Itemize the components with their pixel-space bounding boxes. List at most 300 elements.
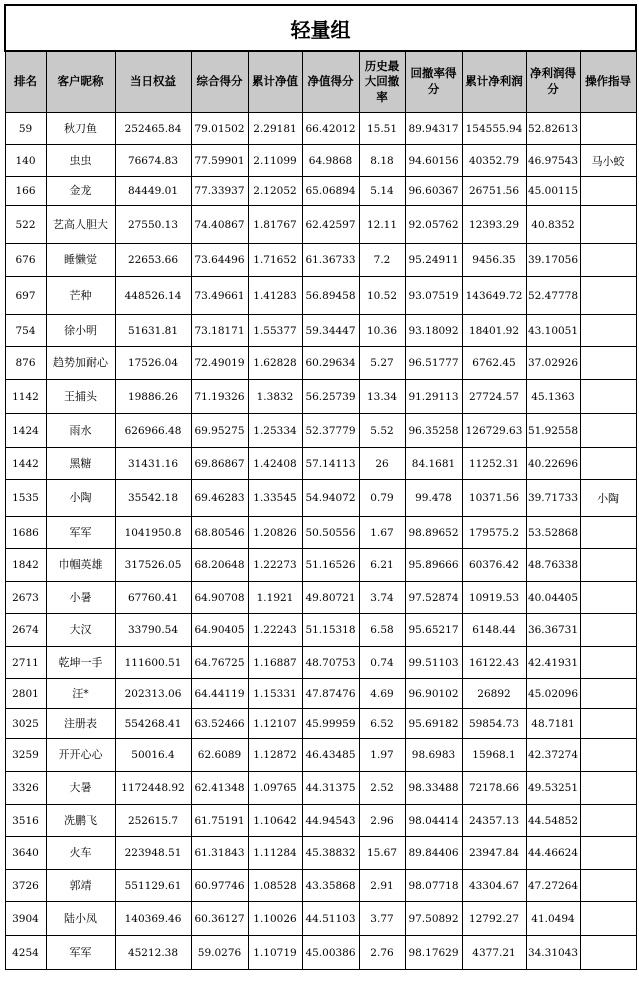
- cell-equity: 33790.54: [115, 614, 191, 647]
- cell-nickname: 艺高人胆大: [46, 206, 115, 244]
- table-row: [5, 206, 636, 244]
- table-row: [5, 647, 636, 679]
- header-nav: 累计净值: [248, 51, 302, 113]
- cell-nav-score: 64.9868: [302, 145, 359, 177]
- cell-nav: 1.10642: [248, 805, 302, 837]
- cell-rank: 1442: [5, 448, 46, 480]
- cell-drawdown-score: 95.65217: [405, 614, 462, 647]
- cell-nav: 1.42408: [248, 448, 302, 480]
- cell-nav-score: 56.89458: [302, 277, 359, 315]
- cell-net-profit: 10919.53: [462, 582, 526, 614]
- cell-nav: 1.12107: [248, 709, 302, 739]
- table-row: [5, 380, 636, 414]
- cell-net-profit: 26751.56: [462, 177, 526, 206]
- header-guide: 操作指导: [580, 51, 636, 113]
- table-row: [5, 614, 636, 647]
- cell-profit-score: 53.52868: [526, 517, 580, 549]
- cell-profit-score: 49.53251: [526, 772, 580, 805]
- cell-profit-score: 43.10051: [526, 315, 580, 347]
- cell-nickname: 虫虫: [46, 145, 115, 177]
- cell-guide: [580, 739, 636, 772]
- cell-rank: 3640: [5, 837, 46, 870]
- cell-total-score: 68.80546: [191, 517, 248, 549]
- cell-equity: 626966.48: [115, 414, 191, 448]
- cell-net-profit: 12393.29: [462, 206, 526, 244]
- cell-nav-score: 65.06894: [302, 177, 359, 206]
- cell-nav: 1.16887: [248, 647, 302, 679]
- cell-total-score: 60.97746: [191, 870, 248, 902]
- cell-nickname: 趋势加耐心: [46, 347, 115, 380]
- table-row: [5, 837, 636, 870]
- cell-total-score: 73.18171: [191, 315, 248, 347]
- cell-nickname: 巾帼英雄: [46, 549, 115, 582]
- cell-nav-score: 44.31375: [302, 772, 359, 805]
- header-max-drawdown: 历史最大回撤率: [359, 51, 405, 113]
- cell-nickname: 芒种: [46, 277, 115, 315]
- cell-drawdown-score: 98.17629: [405, 936, 462, 970]
- header-nickname: 客户昵称: [46, 51, 115, 113]
- cell-nav: 1.25334: [248, 414, 302, 448]
- cell-nav-score: 52.37779: [302, 414, 359, 448]
- cell-rank: 876: [5, 347, 46, 380]
- cell-net-profit: 40352.79: [462, 145, 526, 177]
- cell-equity: 35542.18: [115, 480, 191, 517]
- cell-total-score: 63.52466: [191, 709, 248, 739]
- cell-nickname: 军军: [46, 936, 115, 970]
- cell-profit-score: 51.92558: [526, 414, 580, 448]
- cell-nav: 1.81767: [248, 206, 302, 244]
- cell-total-score: 69.95275: [191, 414, 248, 448]
- cell-profit-score: 46.97543: [526, 145, 580, 177]
- cell-drawdown-score: 95.69182: [405, 709, 462, 739]
- cell-guide: [580, 414, 636, 448]
- cell-nav: 1.22273: [248, 549, 302, 582]
- table-row: [5, 805, 636, 837]
- cell-net-profit: 27724.57: [462, 380, 526, 414]
- cell-nav-score: 61.36733: [302, 244, 359, 277]
- cell-guide: [580, 679, 636, 709]
- table-row: [5, 177, 636, 206]
- cell-drawdown-score: 98.07718: [405, 870, 462, 902]
- cell-max-drawdown: 10.52: [359, 277, 405, 315]
- cell-nav-score: 54.94072: [302, 480, 359, 517]
- cell-profit-score: 52.47778: [526, 277, 580, 315]
- cell-total-score: 64.44119: [191, 679, 248, 709]
- cell-rank: 3259: [5, 739, 46, 772]
- cell-net-profit: 60376.42: [462, 549, 526, 582]
- header-rank: 排名: [5, 51, 46, 113]
- cell-max-drawdown: 5.14: [359, 177, 405, 206]
- cell-drawdown-score: 97.52874: [405, 582, 462, 614]
- cell-rank: 59: [5, 113, 46, 145]
- cell-profit-score: 45.1363: [526, 380, 580, 414]
- cell-max-drawdown: 2.52: [359, 772, 405, 805]
- cell-guide: [580, 772, 636, 805]
- cell-total-score: 74.40867: [191, 206, 248, 244]
- cell-rank: 3516: [5, 805, 46, 837]
- cell-total-score: 61.75191: [191, 805, 248, 837]
- cell-rank: 1424: [5, 414, 46, 448]
- cell-total-score: 62.6089: [191, 739, 248, 772]
- cell-max-drawdown: 6.21: [359, 549, 405, 582]
- cell-net-profit: 11252.31: [462, 448, 526, 480]
- header-drawdown-score: 回撤率得分: [405, 51, 462, 113]
- cell-max-drawdown: 5.52: [359, 414, 405, 448]
- cell-nickname: 注册表: [46, 709, 115, 739]
- cell-profit-score: 39.17056: [526, 244, 580, 277]
- cell-rank: 3726: [5, 870, 46, 902]
- table-row: [5, 936, 636, 970]
- table-row: [5, 277, 636, 315]
- cell-total-score: 77.33937: [191, 177, 248, 206]
- cell-equity: 67760.41: [115, 582, 191, 614]
- cell-net-profit: 43304.67: [462, 870, 526, 902]
- cell-max-drawdown: 0.74: [359, 647, 405, 679]
- cell-max-drawdown: 2.91: [359, 870, 405, 902]
- cell-total-score: 59.0276: [191, 936, 248, 970]
- cell-rank: 2674: [5, 614, 46, 647]
- cell-net-profit: 179575.2: [462, 517, 526, 549]
- cell-profit-score: 42.37274: [526, 739, 580, 772]
- cell-equity: 19886.26: [115, 380, 191, 414]
- cell-nav: 1.62828: [248, 347, 302, 380]
- cell-profit-score: 44.54852: [526, 805, 580, 837]
- cell-max-drawdown: 2.96: [359, 805, 405, 837]
- table-row: [5, 347, 636, 380]
- cell-nav-score: 43.35868: [302, 870, 359, 902]
- cell-nickname: 睡懒觉: [46, 244, 115, 277]
- table-row: [5, 582, 636, 614]
- cell-nav: 1.22243: [248, 614, 302, 647]
- cell-total-score: 73.64496: [191, 244, 248, 277]
- cell-max-drawdown: 7.2: [359, 244, 405, 277]
- cell-nav-score: 46.43485: [302, 739, 359, 772]
- cell-rank: 1142: [5, 380, 46, 414]
- table-row: [5, 145, 636, 177]
- cell-total-score: 72.49019: [191, 347, 248, 380]
- cell-net-profit: 126729.63: [462, 414, 526, 448]
- cell-guide: [580, 347, 636, 380]
- cell-rank: 3904: [5, 902, 46, 936]
- cell-rank: 676: [5, 244, 46, 277]
- cell-rank: 4254: [5, 936, 46, 970]
- cell-rank: 1842: [5, 549, 46, 582]
- cell-guide: [580, 380, 636, 414]
- cell-nickname: 小陶: [46, 480, 115, 517]
- cell-rank: 3025: [5, 709, 46, 739]
- table-row: [5, 448, 636, 480]
- cell-net-profit: 143649.72: [462, 277, 526, 315]
- cell-guide: [580, 870, 636, 902]
- cell-total-score: 69.46283: [191, 480, 248, 517]
- cell-equity: 111600.51: [115, 647, 191, 679]
- table-row: [5, 709, 636, 739]
- cell-max-drawdown: 6.58: [359, 614, 405, 647]
- cell-guide: [580, 902, 636, 936]
- cell-nav: 1.41283: [248, 277, 302, 315]
- header-row: [5, 51, 636, 113]
- cell-rank: 754: [5, 315, 46, 347]
- cell-total-score: 64.90405: [191, 614, 248, 647]
- cell-nav-score: 62.42597: [302, 206, 359, 244]
- cell-max-drawdown: 1.67: [359, 517, 405, 549]
- cell-max-drawdown: 3.74: [359, 582, 405, 614]
- cell-nav-score: 45.99959: [302, 709, 359, 739]
- cell-guide: 马小蛟: [580, 145, 636, 177]
- cell-total-score: 71.19326: [191, 380, 248, 414]
- cell-equity: 448526.14: [115, 277, 191, 315]
- table-row: [5, 315, 636, 347]
- cell-drawdown-score: 93.18092: [405, 315, 462, 347]
- cell-equity: 202313.06: [115, 679, 191, 709]
- table-row: [5, 113, 636, 145]
- cell-nav-score: 59.34447: [302, 315, 359, 347]
- cell-total-score: 60.36127: [191, 902, 248, 936]
- cell-guide: [580, 113, 636, 145]
- table-row: [5, 870, 636, 902]
- cell-nickname: 开开心心: [46, 739, 115, 772]
- cell-total-score: 61.31843: [191, 837, 248, 870]
- cell-rank: 2711: [5, 647, 46, 679]
- cell-nickname: 雨水: [46, 414, 115, 448]
- cell-nav-score: 48.70753: [302, 647, 359, 679]
- cell-rank: 2801: [5, 679, 46, 709]
- cell-drawdown-score: 96.60367: [405, 177, 462, 206]
- cell-nav-score: 44.51103: [302, 902, 359, 936]
- cell-net-profit: 12792.27: [462, 902, 526, 936]
- cell-guide: [580, 206, 636, 244]
- cell-profit-score: 52.82613: [526, 113, 580, 145]
- cell-profit-score: 40.8352: [526, 206, 580, 244]
- cell-drawdown-score: 95.89666: [405, 549, 462, 582]
- ranking-table: [4, 4, 637, 970]
- cell-nav: 1.09765: [248, 772, 302, 805]
- cell-total-score: 64.90708: [191, 582, 248, 614]
- cell-max-drawdown: 3.77: [359, 902, 405, 936]
- cell-guide: [580, 448, 636, 480]
- cell-profit-score: 34.31043: [526, 936, 580, 970]
- cell-guide: [580, 517, 636, 549]
- cell-equity: 252465.84: [115, 113, 191, 145]
- cell-nickname: 火车: [46, 837, 115, 870]
- table-row: [5, 414, 636, 448]
- cell-max-drawdown: 4.69: [359, 679, 405, 709]
- cell-max-drawdown: 6.52: [359, 709, 405, 739]
- cell-profit-score: 40.04405: [526, 582, 580, 614]
- cell-equity: 22653.66: [115, 244, 191, 277]
- cell-max-drawdown: 10.36: [359, 315, 405, 347]
- cell-nav: 1.12872: [248, 739, 302, 772]
- cell-max-drawdown: 5.27: [359, 347, 405, 380]
- cell-total-score: 64.76725: [191, 647, 248, 679]
- cell-nav: 1.3832: [248, 380, 302, 414]
- cell-drawdown-score: 96.51777: [405, 347, 462, 380]
- table-body: [5, 113, 636, 970]
- cell-equity: 31431.16: [115, 448, 191, 480]
- cell-drawdown-score: 89.94317: [405, 113, 462, 145]
- cell-guide: [580, 582, 636, 614]
- cell-drawdown-score: 99.478: [405, 480, 462, 517]
- cell-max-drawdown: 15.67: [359, 837, 405, 870]
- cell-nickname: 金龙: [46, 177, 115, 206]
- cell-drawdown-score: 96.35258: [405, 414, 462, 448]
- cell-guide: [580, 805, 636, 837]
- cell-nickname: 秋刀鱼: [46, 113, 115, 145]
- cell-rank: 140: [5, 145, 46, 177]
- cell-guide: [580, 277, 636, 315]
- cell-drawdown-score: 99.51103: [405, 647, 462, 679]
- cell-guide: 小陶: [580, 480, 636, 517]
- cell-max-drawdown: 12.11: [359, 206, 405, 244]
- cell-nav-score: 51.16526: [302, 549, 359, 582]
- cell-nav-score: 49.80721: [302, 582, 359, 614]
- cell-net-profit: 72178.66: [462, 772, 526, 805]
- cell-drawdown-score: 89.84406: [405, 837, 462, 870]
- table-row: [5, 480, 636, 517]
- cell-nav: 1.20826: [248, 517, 302, 549]
- table-row: [5, 679, 636, 709]
- cell-nickname: 陆小凤: [46, 902, 115, 936]
- cell-nav: 1.10026: [248, 902, 302, 936]
- cell-nav: 1.33545: [248, 480, 302, 517]
- cell-drawdown-score: 84.1681: [405, 448, 462, 480]
- table-row: [5, 244, 636, 277]
- cell-profit-score: 45.02096: [526, 679, 580, 709]
- cell-net-profit: 26892: [462, 679, 526, 709]
- cell-equity: 554268.41: [115, 709, 191, 739]
- cell-max-drawdown: 13.34: [359, 380, 405, 414]
- cell-drawdown-score: 98.04414: [405, 805, 462, 837]
- cell-nav-score: 50.50556: [302, 517, 359, 549]
- cell-equity: 252615.7: [115, 805, 191, 837]
- table-row: [5, 739, 636, 772]
- cell-equity: 84449.01: [115, 177, 191, 206]
- cell-drawdown-score: 92.05762: [405, 206, 462, 244]
- cell-guide: [580, 936, 636, 970]
- cell-max-drawdown: 0.79: [359, 480, 405, 517]
- header-profit-score: 净利润得分: [526, 51, 580, 113]
- cell-rank: 1535: [5, 480, 46, 517]
- header-nav-score: 净值得分: [302, 51, 359, 113]
- cell-rank: 697: [5, 277, 46, 315]
- cell-guide: [580, 647, 636, 679]
- cell-nickname: 王捕头: [46, 380, 115, 414]
- cell-nav: 2.29181: [248, 113, 302, 145]
- cell-profit-score: 47.27264: [526, 870, 580, 902]
- cell-net-profit: 23947.84: [462, 837, 526, 870]
- cell-nav-score: 47.87476: [302, 679, 359, 709]
- cell-profit-score: 40.22696: [526, 448, 580, 480]
- cell-nav-score: 51.15318: [302, 614, 359, 647]
- header-net-profit: 累计净利润: [462, 51, 526, 113]
- cell-net-profit: 18401.92: [462, 315, 526, 347]
- cell-drawdown-score: 94.60156: [405, 145, 462, 177]
- cell-total-score: 79.01502: [191, 113, 248, 145]
- cell-guide: [580, 837, 636, 870]
- cell-nickname: 小暑: [46, 582, 115, 614]
- cell-net-profit: 6148.44: [462, 614, 526, 647]
- cell-rank: 522: [5, 206, 46, 244]
- cell-rank: 166: [5, 177, 46, 206]
- cell-nav-score: 60.29634: [302, 347, 359, 380]
- header-equity: 当日权益: [115, 51, 191, 113]
- cell-total-score: 73.49661: [191, 277, 248, 315]
- cell-drawdown-score: 97.50892: [405, 902, 462, 936]
- cell-nav-score: 45.38832: [302, 837, 359, 870]
- cell-equity: 1041950.8: [115, 517, 191, 549]
- cell-guide: [580, 177, 636, 206]
- cell-nav: 2.12052: [248, 177, 302, 206]
- cell-net-profit: 154555.94: [462, 113, 526, 145]
- cell-nickname: 乾坤一手: [46, 647, 115, 679]
- cell-guide: [580, 549, 636, 582]
- cell-nav: 1.15331: [248, 679, 302, 709]
- cell-net-profit: 10371.56: [462, 480, 526, 517]
- cell-nav: 1.1921: [248, 582, 302, 614]
- cell-nav: 1.71652: [248, 244, 302, 277]
- cell-nav-score: 44.94543: [302, 805, 359, 837]
- cell-nav: 1.08528: [248, 870, 302, 902]
- cell-total-score: 77.59901: [191, 145, 248, 177]
- cell-max-drawdown: 1.97: [359, 739, 405, 772]
- cell-total-score: 62.41348: [191, 772, 248, 805]
- cell-nickname: 郭靖: [46, 870, 115, 902]
- cell-equity: 1172448.92: [115, 772, 191, 805]
- cell-profit-score: 42.41931: [526, 647, 580, 679]
- table-row: [5, 549, 636, 582]
- cell-drawdown-score: 96.90102: [405, 679, 462, 709]
- cell-nickname: 黑糖: [46, 448, 115, 480]
- cell-profit-score: 41.0494: [526, 902, 580, 936]
- cell-guide: [580, 614, 636, 647]
- cell-profit-score: 48.76338: [526, 549, 580, 582]
- cell-drawdown-score: 95.24911: [405, 244, 462, 277]
- cell-profit-score: 45.00115: [526, 177, 580, 206]
- cell-drawdown-score: 93.07519: [405, 277, 462, 315]
- cell-equity: 551129.61: [115, 870, 191, 902]
- cell-net-profit: 6762.45: [462, 347, 526, 380]
- cell-rank: 1686: [5, 517, 46, 549]
- cell-nav-score: 45.00386: [302, 936, 359, 970]
- cell-guide: [580, 315, 636, 347]
- cell-rank: 2673: [5, 582, 46, 614]
- cell-nickname: 徐小明: [46, 315, 115, 347]
- cell-nickname: 大汉: [46, 614, 115, 647]
- cell-net-profit: 24357.13: [462, 805, 526, 837]
- cell-equity: 51631.81: [115, 315, 191, 347]
- cell-nav: 1.55377: [248, 315, 302, 347]
- cell-equity: 317526.05: [115, 549, 191, 582]
- cell-nickname: 军军: [46, 517, 115, 549]
- cell-drawdown-score: 98.6983: [405, 739, 462, 772]
- cell-net-profit: 59854.73: [462, 709, 526, 739]
- header-total-score: 综合得分: [191, 51, 248, 113]
- cell-total-score: 68.20648: [191, 549, 248, 582]
- cell-equity: 45212.38: [115, 936, 191, 970]
- cell-max-drawdown: 15.51: [359, 113, 405, 145]
- cell-profit-score: 36.36731: [526, 614, 580, 647]
- cell-net-profit: 9456.35: [462, 244, 526, 277]
- cell-drawdown-score: 98.33488: [405, 772, 462, 805]
- cell-net-profit: 16122.43: [462, 647, 526, 679]
- cell-profit-score: 48.7181: [526, 709, 580, 739]
- cell-guide: [580, 244, 636, 277]
- cell-profit-score: 44.46624: [526, 837, 580, 870]
- cell-equity: 50016.4: [115, 739, 191, 772]
- cell-profit-score: 37.02926: [526, 347, 580, 380]
- cell-drawdown-score: 98.89652: [405, 517, 462, 549]
- cell-max-drawdown: 2.76: [359, 936, 405, 970]
